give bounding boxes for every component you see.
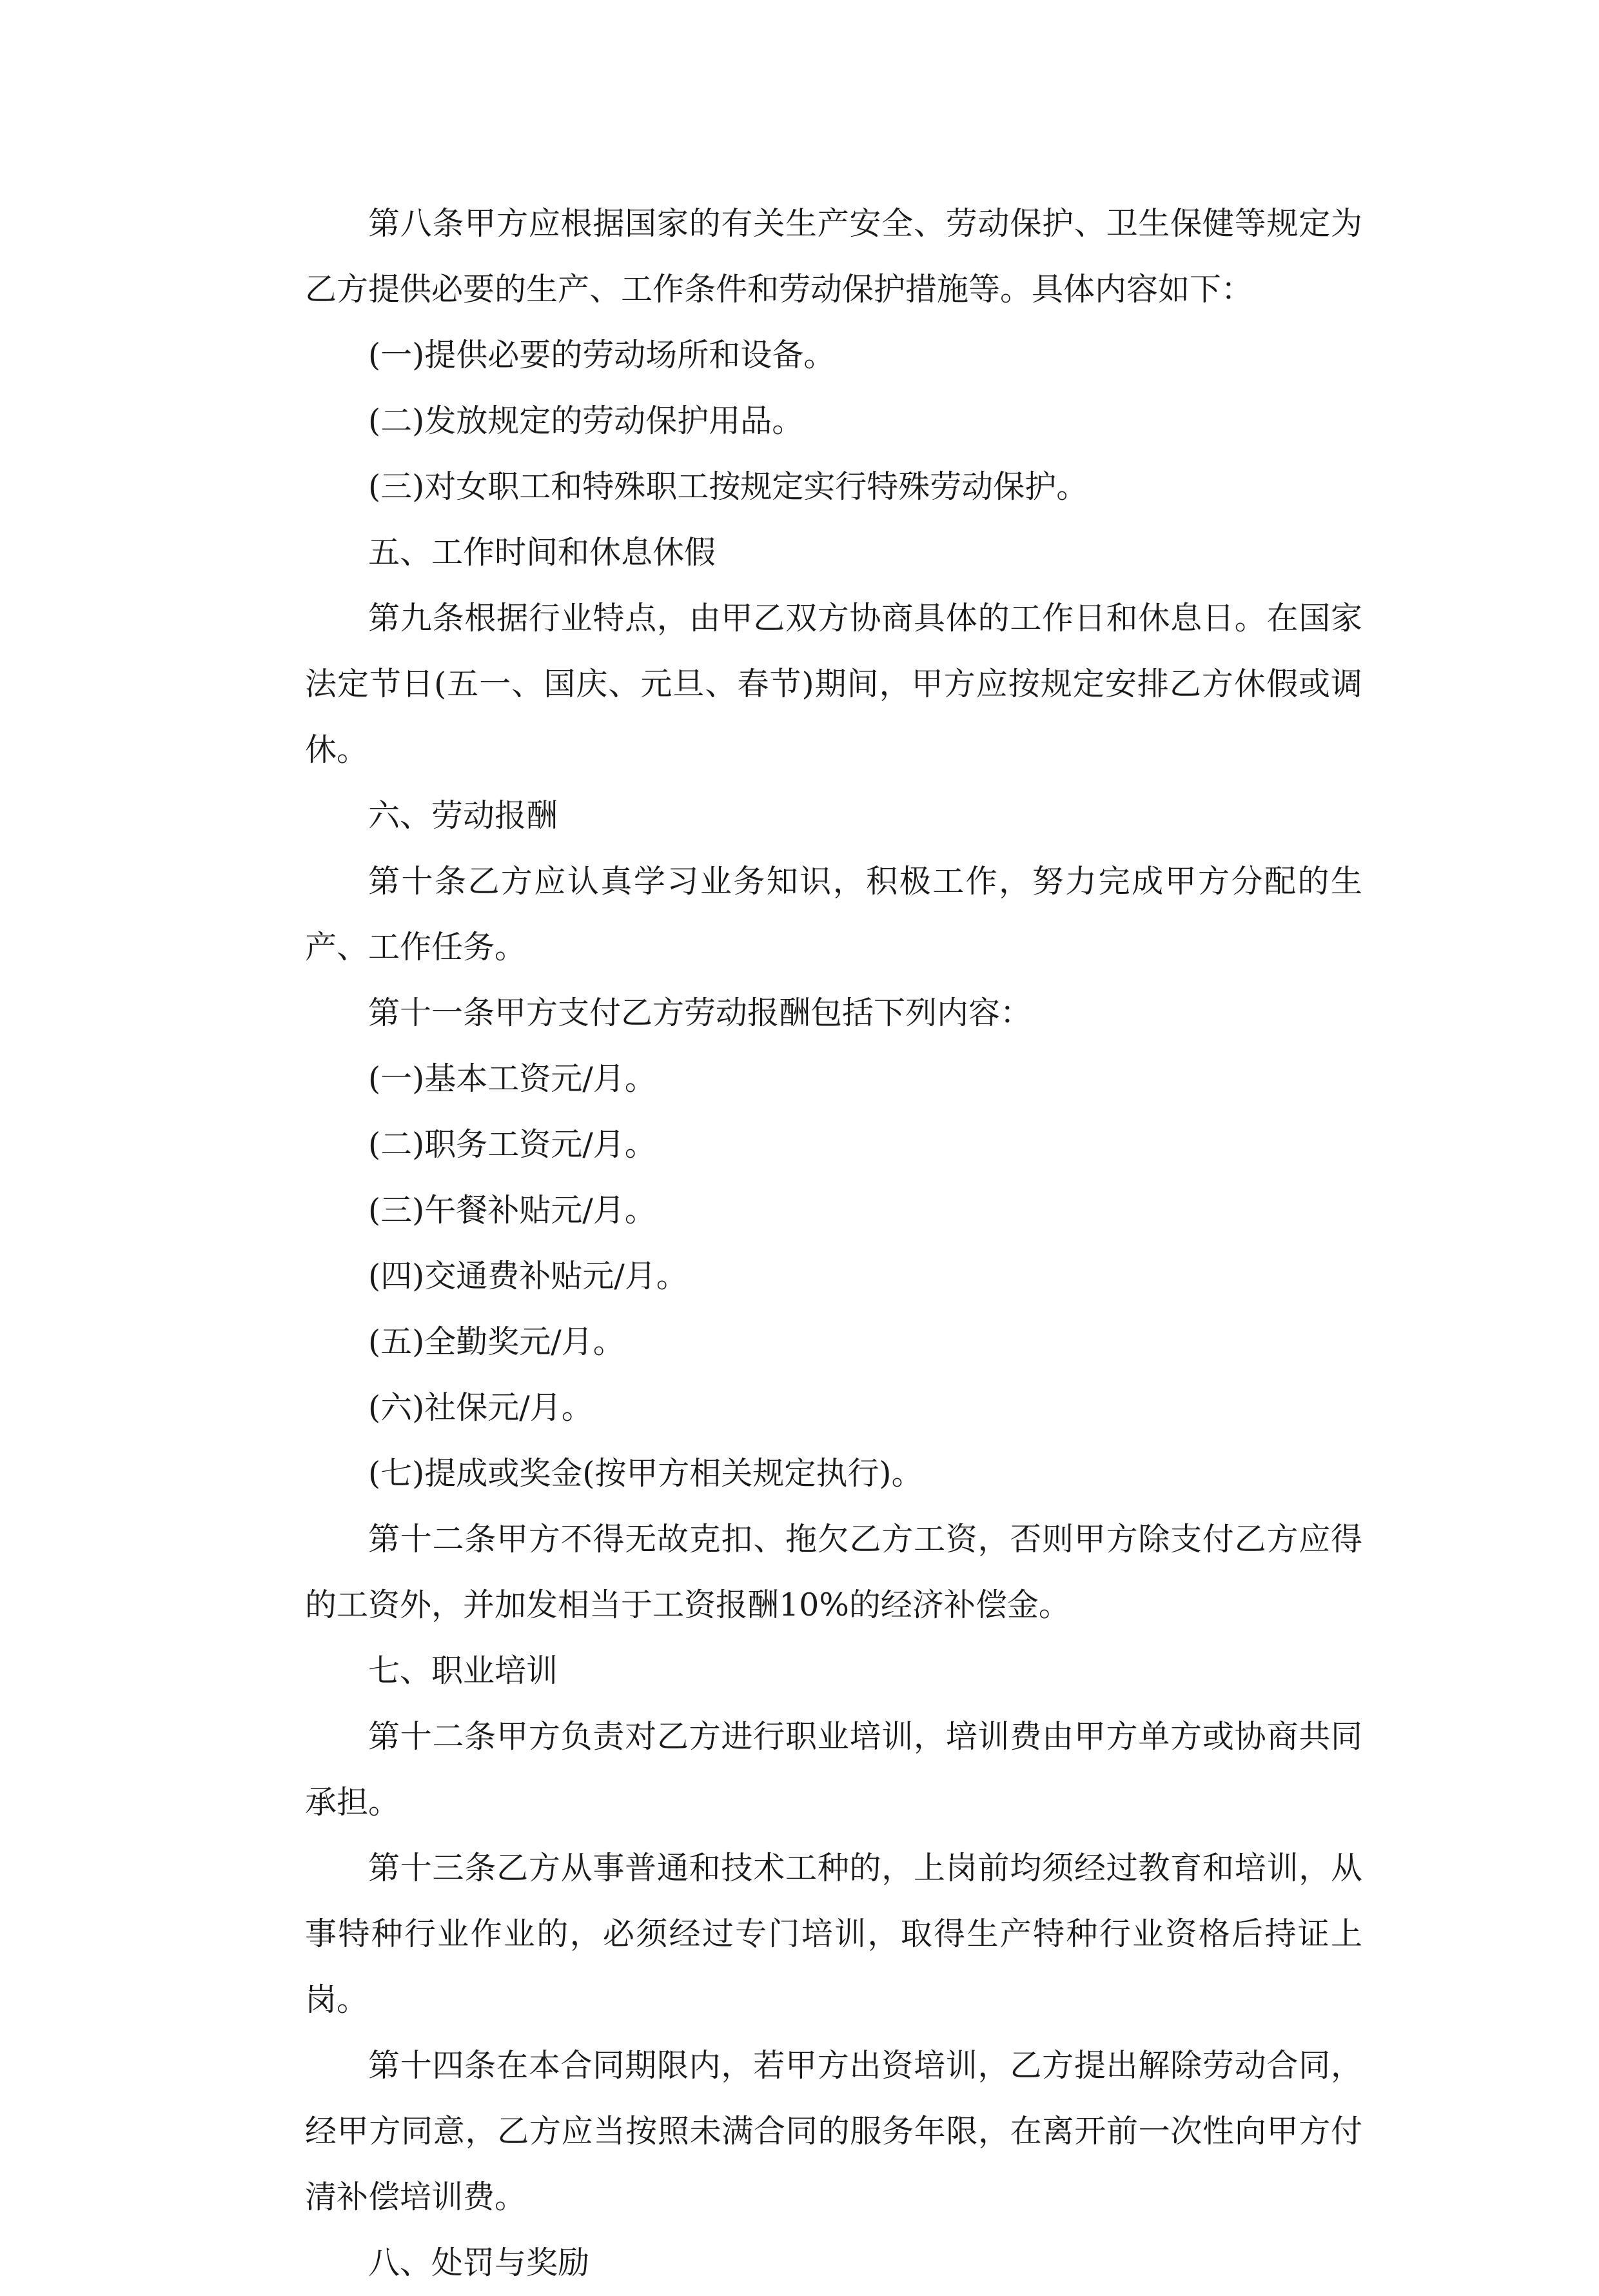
section-heading-7: 七、职业培训 <box>368 1652 558 1689</box>
clause-14: 第十四条在本合同期限内，若甲方出资培训，乙方提出解除劳动合同，经甲方同意，乙方应当按照未满合同的服务年限，在离开前一次性向甲方付清补偿培训费。 <box>305 2047 1362 2215</box>
clause-12-training: 第十二条甲方负责对乙方进行职业培训，培训费由甲方单方或协商共同承担。 <box>305 1718 1362 1821</box>
clause-11-item-3: (三)午餐补贴元/月。 <box>368 1192 656 1229</box>
clause-11: 第十一条甲方支付乙方劳动报酬包括下列内容： <box>368 995 1032 1031</box>
clause-11-item-1: (一)基本工资元/月。 <box>368 1060 656 1097</box>
clause-10: 第十条乙方应认真学习业务知识，积极工作，努力完成甲方分配的生产、工作任务。 <box>305 863 1362 965</box>
clause-12-wages: 第十二条甲方不得无故克扣、拖欠乙方工资，否则甲方除支付乙方应得的工资外，并加发相当于工资报酬10%的经济补偿金。 <box>305 1521 1362 1623</box>
document-body <box>305 191 1362 2296</box>
section-heading-8: 八、处罚与奖励 <box>368 2244 590 2281</box>
clause-11-item-5: (五)全勤奖元/月。 <box>368 1323 625 1360</box>
clause-8-item-2: (二)发放规定的劳动保护用品。 <box>368 402 804 439</box>
clause-11-item-4: (四)交通费补贴元/月。 <box>368 1258 688 1294</box>
clause-8-item-1: (一)提供必要的劳动场所和设备。 <box>368 337 836 373</box>
clause-8-item-3: (三)对女职工和特殊职工按规定实行特殊劳动保护。 <box>368 468 1088 505</box>
clause-9: 第九条根据行业特点，由甲乙双方协商具体的工作日和休息日。在国家法定节日(五一、国庆、元旦、春节)期间，甲方应按规定安排乙方休假或调休。 <box>305 600 1362 768</box>
clause-11-item-7: (七)提成或奖金(按甲方相关规定执行)。 <box>368 1455 923 1492</box>
clause-11-item-2: (二)职务工资元/月。 <box>368 1126 656 1163</box>
clause-11-item-6: (六)社保元/月。 <box>368 1389 593 1426</box>
clause-13: 第十三条乙方从事普通和技术工种的，上岗前均须经过教育和培训，从事特种行业作业的，必须经过专门培训，取得生产特种行业资格后持证上岗。 <box>305 1850 1362 2018</box>
section-heading-5: 五、工作时间和休息休假 <box>368 534 716 571</box>
clause-8: 第八条甲方应根据国家的有关生产安全、劳动保护、卫生保健等规定为乙方提供必要的生产、工作条件和劳动保护措施等。具体内容如下： <box>305 205 1362 308</box>
section-heading-6: 六、劳动报酬 <box>368 797 558 834</box>
